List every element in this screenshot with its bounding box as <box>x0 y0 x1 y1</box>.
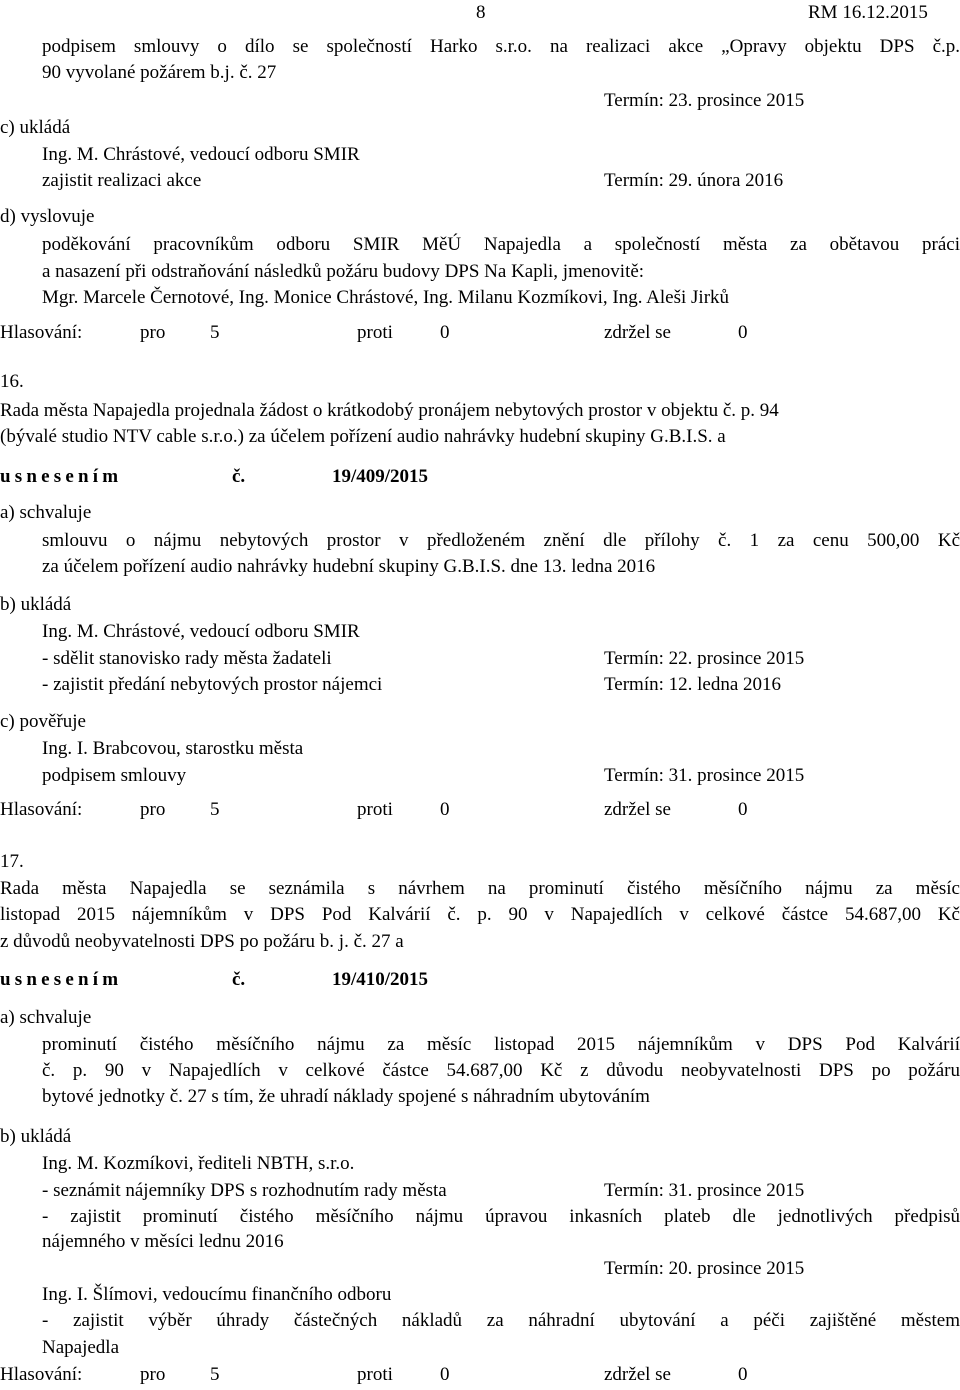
vote-label: Hlasování: <box>0 322 83 343</box>
vote-proti-label: proti <box>357 322 393 343</box>
resolution-item-c: c) ukládá <box>0 117 71 138</box>
deadline: Termín: 20. prosince 2015 <box>604 1258 805 1279</box>
vote-proti-value: 0 <box>440 1364 450 1385</box>
vote-zdrzel-label: zdržel se <box>604 322 671 343</box>
vote-zdrzel-value: 0 <box>738 799 748 820</box>
resolution-item-b: b) ukládá <box>0 1126 72 1147</box>
resolution-heading: usnesením <box>0 969 123 990</box>
vote-pro-value: 5 <box>210 322 220 343</box>
vote-proti-value: 0 <box>440 322 450 343</box>
vote-pro-value: 5 <box>210 1364 220 1385</box>
deadline: Termín: 31. prosince 2015 <box>604 1180 805 1201</box>
text-line: z důvodů neobyvatelnosti DPS po požáru b. j. č. 27 a <box>0 931 404 952</box>
deadline: Termín: 12. ledna 2016 <box>604 674 782 695</box>
text-line: poděkování pracovníkům odboru SMIR MěÚ Napajedla a společností města za obětavou práci <box>42 234 960 255</box>
responsible-person: Ing. I. Brabcovou, starostku města <box>42 738 304 759</box>
vote-zdrzel-label: zdržel se <box>604 1364 671 1385</box>
task-text: podpisem smlouvy <box>42 765 187 786</box>
vote-pro-label: pro <box>140 1364 166 1385</box>
vote-proti-label: proti <box>357 1364 393 1385</box>
vote-zdrzel-label: zdržel se <box>604 799 671 820</box>
deadline: Termín: 23. prosince 2015 <box>604 90 805 111</box>
text-line: č. p. 90 v Napajedlích v celkové částce 54.687,00 Kč z důvodu neobyvatelnosti DPS po požáru <box>42 1060 960 1081</box>
text-line: prominutí čistého měsíčního nájmu za měsíc listopad 2015 nájemníkům v DPS Pod Kalvárií <box>42 1034 960 1055</box>
text-line: podpisem smlouvy o dílo se společností Harko s.r.o. na realizaci akce „Opravy objektu DPS č.p. <box>42 36 960 57</box>
text-line: (bývalé studio NTV cable s.r.o.) za účelem pořízení audio nahrávky hudební skupiny G.B.I.S. a <box>0 426 726 447</box>
task-text: - sdělit stanovisko rady města žadateli <box>42 648 332 669</box>
task-text: Napajedla <box>42 1337 120 1358</box>
voting-result <box>0 798 760 822</box>
resolution-heading: usnesením <box>0 466 123 487</box>
section-number: 17. <box>0 851 24 872</box>
vote-label: Hlasování: <box>0 1364 83 1385</box>
task-text: - zajistit výběr úhrady částečných nákladů za náhradní ubytování a péči zajištěné městem <box>42 1310 960 1331</box>
vote-label: Hlasování: <box>0 799 83 820</box>
resolution-heading-c: č. <box>232 466 246 487</box>
responsible-person: Ing. M. Chrástové, vedoucí odboru SMIR <box>42 621 360 642</box>
vote-pro-value: 5 <box>210 799 220 820</box>
vote-pro-label: pro <box>140 322 166 343</box>
text-line: Rada města Napajedla projednala žádost o krátkodobý pronájem nebytových prostor v objektu č. p. 94 <box>0 400 779 421</box>
text-line: smlouvu o nájmu nebytových prostor v předloženém znění dle přílohy č. 1 za cenu 500,00 Kč <box>42 530 960 551</box>
page-number: 8 <box>476 2 486 23</box>
resolution-heading-c: č. <box>232 969 246 990</box>
section-number: 16. <box>0 371 24 392</box>
deadline: Termín: 31. prosince 2015 <box>604 765 805 786</box>
vote-proti-label: proti <box>357 799 393 820</box>
vote-proti-value: 0 <box>440 799 450 820</box>
responsible-person: Ing. M. Kozmíkovi, řediteli NBTH, s.r.o. <box>42 1153 355 1174</box>
resolution-number: 19/410/2015 <box>332 969 429 990</box>
voting-result <box>0 321 760 345</box>
resolution-item-d: d) vyslovuje <box>0 206 95 227</box>
task-text: - zajistit předání nebytových prostor nájemci <box>42 674 383 695</box>
responsible-person: Ing. M. Chrástové, vedoucí odboru SMIR <box>42 144 360 165</box>
text-line: Mgr. Marcele Černotové, Ing. Monice Chrástové, Ing. Milanu Kozmíkovi, Ing. Aleši Jirků <box>42 287 730 308</box>
text-line: a nasazení při odstraňování následků požáru budovy DPS Na Kapli, jmenovitě: <box>42 261 645 282</box>
voting-result <box>0 1363 760 1387</box>
vote-zdrzel-value: 0 <box>738 1364 748 1385</box>
document-reference: RM 16.12.2015 <box>808 2 928 23</box>
text-line: 90 vyvolané požárem b.j. č. 27 <box>42 62 277 83</box>
deadline: Termín: 22. prosince 2015 <box>604 648 805 669</box>
task-text: - seznámit nájemníky DPS s rozhodnutím rady města <box>42 1180 447 1201</box>
text-line: bytové jednotky č. 27 s tím, že uhradí náklady spojené s náhradním ubytováním <box>42 1086 650 1107</box>
vote-pro-label: pro <box>140 799 166 820</box>
text-line: listopad 2015 nájemníkům v DPS Pod Kalvárií č. p. 90 v Napajedlích v celkové částce 54.687,00 Kč <box>0 904 960 925</box>
resolution-item-c: c) pověřuje <box>0 711 86 732</box>
resolution-item-a: a) schvaluje <box>0 1007 92 1028</box>
responsible-person: Ing. I. Šlímovi, vedoucímu finančního odboru <box>42 1284 392 1305</box>
resolution-item-b: b) ukládá <box>0 594 72 615</box>
text-line: za účelem pořízení audio nahrávky hudební skupiny G.B.I.S. dne 13. ledna 2016 <box>42 556 656 577</box>
task-text: nájemného v měsíci lednu 2016 <box>42 1231 284 1252</box>
resolution-number: 19/409/2015 <box>332 466 429 487</box>
text-line: Rada města Napajedla se seznámila s návrhem na prominutí čistého měsíčního nájmu za měsíc <box>0 878 960 899</box>
vote-zdrzel-value: 0 <box>738 322 748 343</box>
resolution-item-a: a) schvaluje <box>0 502 92 523</box>
task-text: - zajistit prominutí čistého měsíčního nájmu úpravou inkasních plateb dle jednotlivých předpisů <box>42 1206 960 1227</box>
deadline: Termín: 29. února 2016 <box>604 170 784 191</box>
task-text: zajistit realizaci akce <box>42 170 202 191</box>
